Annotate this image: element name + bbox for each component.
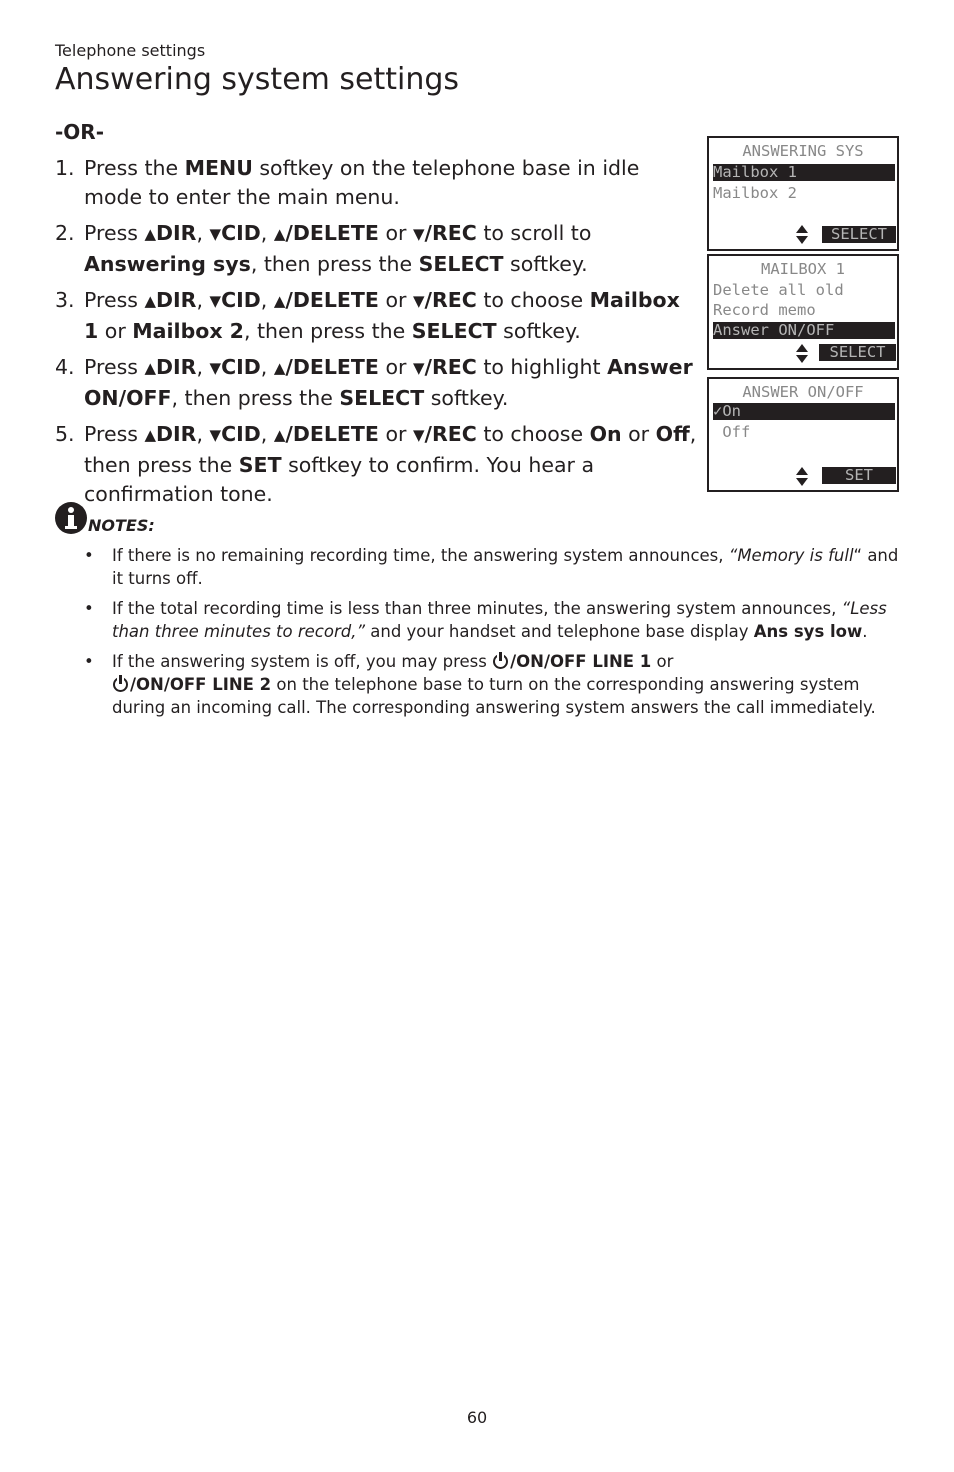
lcd-option-off: Off (713, 423, 751, 441)
step-number: 2. (55, 221, 75, 245)
lcd-screen-answer-on-off (707, 377, 899, 492)
lcd-option-on-selected: ✓On (713, 403, 895, 420)
lcd-menu-item: Mailbox 2 (713, 184, 797, 202)
lcd-softkey-select: SELECT (819, 344, 896, 361)
up-arrow-icon: ▲ (273, 359, 286, 377)
step-text: Press ▲DIR, ▼CID, ▲/DELETE or ▼/REC to choose On or Off, then press the SET softkey to confirm. You hear a confirmation tone. (84, 422, 697, 506)
step-2 (55, 219, 700, 279)
note-item (84, 597, 899, 643)
page-title: Answering system settings (55, 62, 460, 97)
note-text: If the total recording time is less than three minutes, the answering system announces, “Less than three minutes to record,” and your handset and telephone base display Ans sys low. (112, 599, 887, 641)
step-text: Press ▲DIR, ▼CID, ▲/DELETE or ▼/REC to scroll to Answering sys, then press the SELECT softkey. (84, 221, 592, 276)
up-arrow-icon: ▲ (144, 426, 157, 444)
power-icon (492, 652, 509, 669)
scroll-arrows-icon (796, 225, 808, 245)
step-4 (55, 353, 700, 413)
down-arrow-icon: ▼ (209, 359, 222, 377)
down-arrow-icon: ▼ (412, 225, 425, 243)
lcd-title: ANSWERING SYS (742, 142, 864, 160)
scroll-arrows-icon (796, 467, 808, 487)
step-list (55, 154, 700, 516)
notes-list (84, 544, 899, 726)
up-arrow-icon: ▲ (273, 426, 286, 444)
down-arrow-icon: ▼ (209, 225, 222, 243)
info-icon (55, 502, 87, 534)
note-text: If the answering system is off, you may press /ON/OFF LINE 1 or /ON/OFF LINE 2 on the telephone base to turn on the corresponding answering system during an incoming call. The corresponding answering system answers the call immediately. (112, 652, 876, 717)
step-number: 3. (55, 288, 75, 312)
step-5 (55, 420, 700, 509)
lcd-menu-item-selected: Answer ON/OFF (713, 322, 895, 339)
down-arrow-icon: ▼ (412, 359, 425, 377)
step-text: Press the MENU softkey on the telephone base in idle mode to enter the main menu. (84, 156, 640, 209)
note-text: If there is no remaining recording time, the answering system announces, “Memory is full“ and it turns off. (112, 546, 899, 588)
page-number: 60 (466, 1408, 488, 1427)
notes-label: NOTES: (88, 516, 155, 535)
step-text: Press ▲DIR, ▼CID, ▲/DELETE or ▼/REC to highlight Answer ON/OFF, then press the SELECT softkey. (84, 355, 693, 410)
lcd-title: ANSWER ON/OFF (742, 383, 864, 401)
down-arrow-icon: ▼ (209, 426, 222, 444)
step-number: 1. (55, 156, 75, 180)
up-arrow-icon: ▲ (273, 225, 286, 243)
lcd-softkey-set: SET (822, 467, 896, 484)
lcd-screen-mailbox (707, 254, 899, 370)
down-arrow-icon: ▼ (209, 292, 222, 310)
power-icon (112, 675, 129, 692)
lcd-screen-answering-sys (707, 136, 899, 251)
step-3 (55, 286, 700, 346)
down-arrow-icon: ▼ (412, 426, 425, 444)
lcd-softkey-select: SELECT (822, 226, 896, 243)
step-text: Press ▲DIR, ▼CID, ▲/DELETE or ▼/REC to choose Mailbox 1 or Mailbox 2, then press the SELECT softkey. (84, 288, 680, 343)
down-arrow-icon: ▼ (412, 292, 425, 310)
step-number: 4. (55, 355, 75, 379)
scroll-arrows-icon (796, 344, 808, 364)
up-arrow-icon: ▲ (144, 359, 157, 377)
bullet-icon: • (84, 599, 94, 618)
bullet-icon: • (84, 546, 94, 565)
bullet-icon: • (84, 652, 94, 671)
step-1 (55, 154, 700, 212)
lcd-title: MAILBOX 1 (761, 260, 845, 278)
or-label: -OR- (55, 120, 105, 144)
up-arrow-icon: ▲ (144, 225, 157, 243)
note-item (84, 650, 899, 719)
up-arrow-icon: ▲ (273, 292, 286, 310)
lcd-menu-item-selected: Mailbox 1 (713, 164, 895, 181)
lcd-menu-item: Delete all old (713, 281, 844, 299)
step-number: 5. (55, 422, 75, 446)
note-item (84, 544, 899, 590)
section-label: Telephone settings (55, 41, 206, 60)
up-arrow-icon: ▲ (144, 292, 157, 310)
lcd-menu-item: Record memo (713, 301, 816, 319)
